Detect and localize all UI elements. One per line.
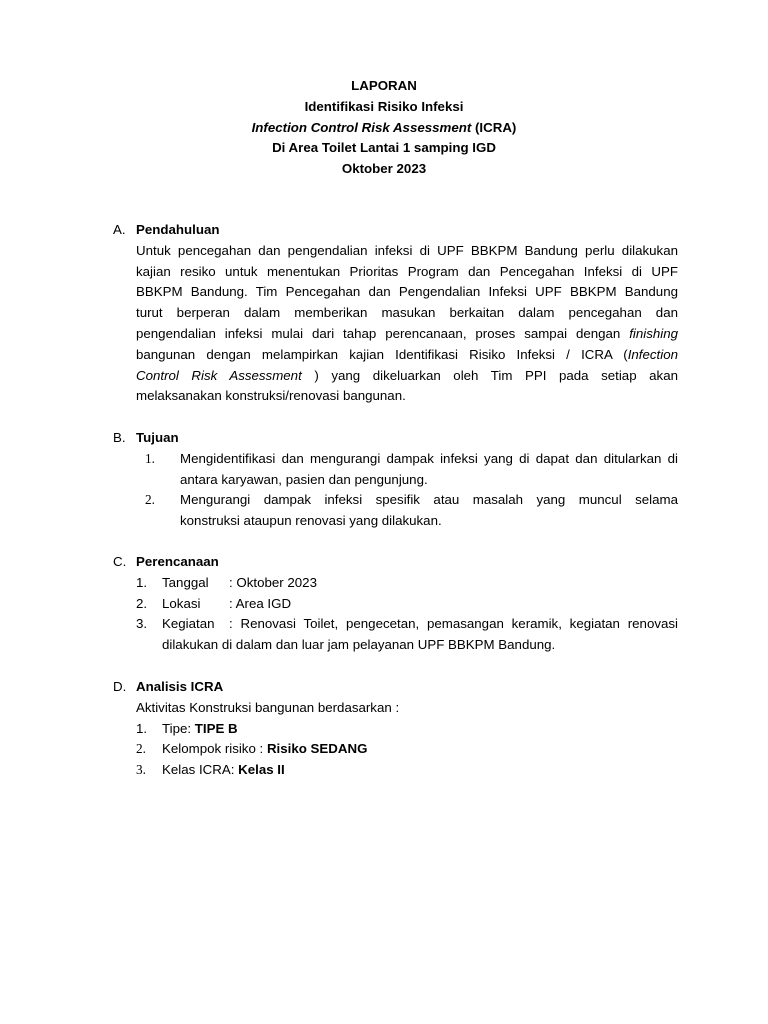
paragraph-line: [136, 366, 678, 387]
list-text: [162, 594, 678, 615]
section-title: Pendahuluan: [136, 222, 220, 237]
report-title: LAPORAN: [351, 78, 417, 93]
section-title: Analisis ICRA: [136, 679, 224, 694]
paragraph-italic: Infection: [627, 346, 678, 362]
icra-full-name: Infection Control Risk Assessment: [251, 119, 472, 135]
list-number: 2.: [136, 595, 148, 611]
list-number: 3.: [136, 762, 146, 778]
section-letter: D.: [113, 679, 127, 694]
list-item: [136, 614, 678, 656]
objective-list: [136, 449, 678, 532]
plan-list: [136, 573, 678, 656]
list-line: Mengidentifikasi dan mengurangi dampak infeksi yang di dapat dan ditularkan di: [180, 450, 678, 466]
paragraph-text: ) yang dikeluarkan oleh Tim PPI pada setiap akan: [301, 367, 678, 383]
field-label: Kelas ICRA:: [162, 762, 239, 778]
paragraph-line: [136, 324, 678, 345]
list-line: antara karyawan, pasien dan pengunjung.: [180, 471, 428, 487]
paragraph-text: pengendalian infeksi mulai dari tahap perencanaan, proses sampai dengan: [136, 325, 630, 341]
list-text: [162, 614, 678, 656]
field-value: : Area IGD: [229, 595, 292, 611]
section-title: Perencanaan: [136, 554, 219, 569]
section-perencanaan: [113, 552, 678, 656]
icra-abbrev: (ICRA): [471, 119, 517, 135]
field-label: Lokasi: [162, 595, 201, 611]
report-subtitle-icra: [0, 118, 768, 139]
section-heading: [113, 220, 678, 241]
field-label: Kegiatan: [162, 616, 215, 632]
list-item: [136, 449, 678, 491]
list-text: [180, 490, 678, 532]
report-subtitle: Identifikasi Risiko Infeksi: [304, 98, 464, 114]
paragraph-line: melaksanakan konstruksi/renovasi bangunan.: [136, 388, 406, 404]
section-title: Tujuan: [136, 430, 179, 445]
section-letter: A.: [113, 222, 126, 237]
paragraph-line: [136, 345, 678, 366]
icra-analysis: [136, 698, 678, 781]
paragraph-line: turut berperan dalam memberikan masukan berkaitan dalam pencegahan dan: [136, 305, 678, 321]
section-heading: [113, 552, 678, 573]
report-date: Oktober 2023: [341, 161, 427, 177]
list-number: 1.: [136, 720, 148, 736]
list-text: [162, 719, 678, 740]
field-value: Risiko SEDANG: [266, 741, 368, 757]
paragraph-text: bangunan dengan melampirkan kajian Identifikasi Risiko Infeksi / ICRA (: [136, 346, 628, 362]
field-label: Tipe:: [162, 720, 195, 736]
analysis-intro: Aktivitas Konstruksi bangunan berdasarkan :: [136, 699, 400, 715]
list-line: dilakukan di dalam dan luar jam pelayanan UPF BBKPM Bandung.: [162, 637, 556, 653]
field-value: Kelas II: [238, 762, 285, 778]
list-number: 3.: [136, 616, 148, 632]
list-number: 1.: [145, 450, 155, 466]
section-pendahuluan: [113, 220, 678, 407]
paragraph-line: BBKPM Bandung. Tim Pencegahan dan Pengendalian Infeksi UPF BBKPM Bandung: [136, 284, 678, 300]
list-line: Mengurangi dampak infeksi spesifik atau masalah yang muncul selama: [180, 492, 678, 508]
field-label: Kelompok risiko :: [162, 741, 267, 757]
list-line: konstruksi ataupun renovasi yang dilakukan.: [180, 513, 442, 529]
list-item: [136, 739, 678, 760]
field-value: : Oktober 2023: [229, 574, 317, 590]
paragraph-line: Untuk pencegahan dan pengendalian infeksi di UPF BBKPM Bandung perlu dilakukan: [136, 242, 678, 258]
intro-paragraph: [136, 241, 678, 407]
section-letter: B.: [113, 430, 126, 445]
list-item: [136, 760, 678, 781]
section-analisis-icra: [113, 677, 678, 781]
field-value: : Renovasi Toilet, pengecetan, pemasangan keramik, kegiatan renovasi: [229, 616, 678, 632]
list-text: [162, 573, 678, 594]
list-text: [180, 449, 678, 491]
paragraph-italic: finishing: [629, 325, 678, 341]
list-item: [136, 719, 678, 740]
list-item: [136, 490, 678, 532]
list-number: 1.: [136, 574, 148, 590]
report-title-block: [0, 76, 768, 180]
list-item: [136, 594, 678, 615]
section-heading: [113, 428, 678, 449]
paragraph-line: kajian resiko untuk menentukan Prioritas Program dan Pencegahan Infeksi di UPF: [136, 263, 678, 279]
section-letter: C.: [113, 554, 127, 569]
list-item: [136, 573, 678, 594]
report-location: Di Area Toilet Lantai 1 samping IGD: [272, 140, 496, 156]
list-line: [162, 614, 678, 635]
section-tujuan: [113, 428, 678, 532]
list-text: [162, 760, 678, 781]
paragraph-italic: Control Risk Assessment: [136, 367, 302, 383]
section-heading: [113, 677, 678, 698]
list-number: 2.: [136, 741, 146, 757]
list-number: 2.: [145, 492, 155, 508]
field-value: TIPE B: [194, 720, 238, 736]
list-text: [162, 739, 678, 760]
field-label: Tanggal: [162, 574, 209, 590]
